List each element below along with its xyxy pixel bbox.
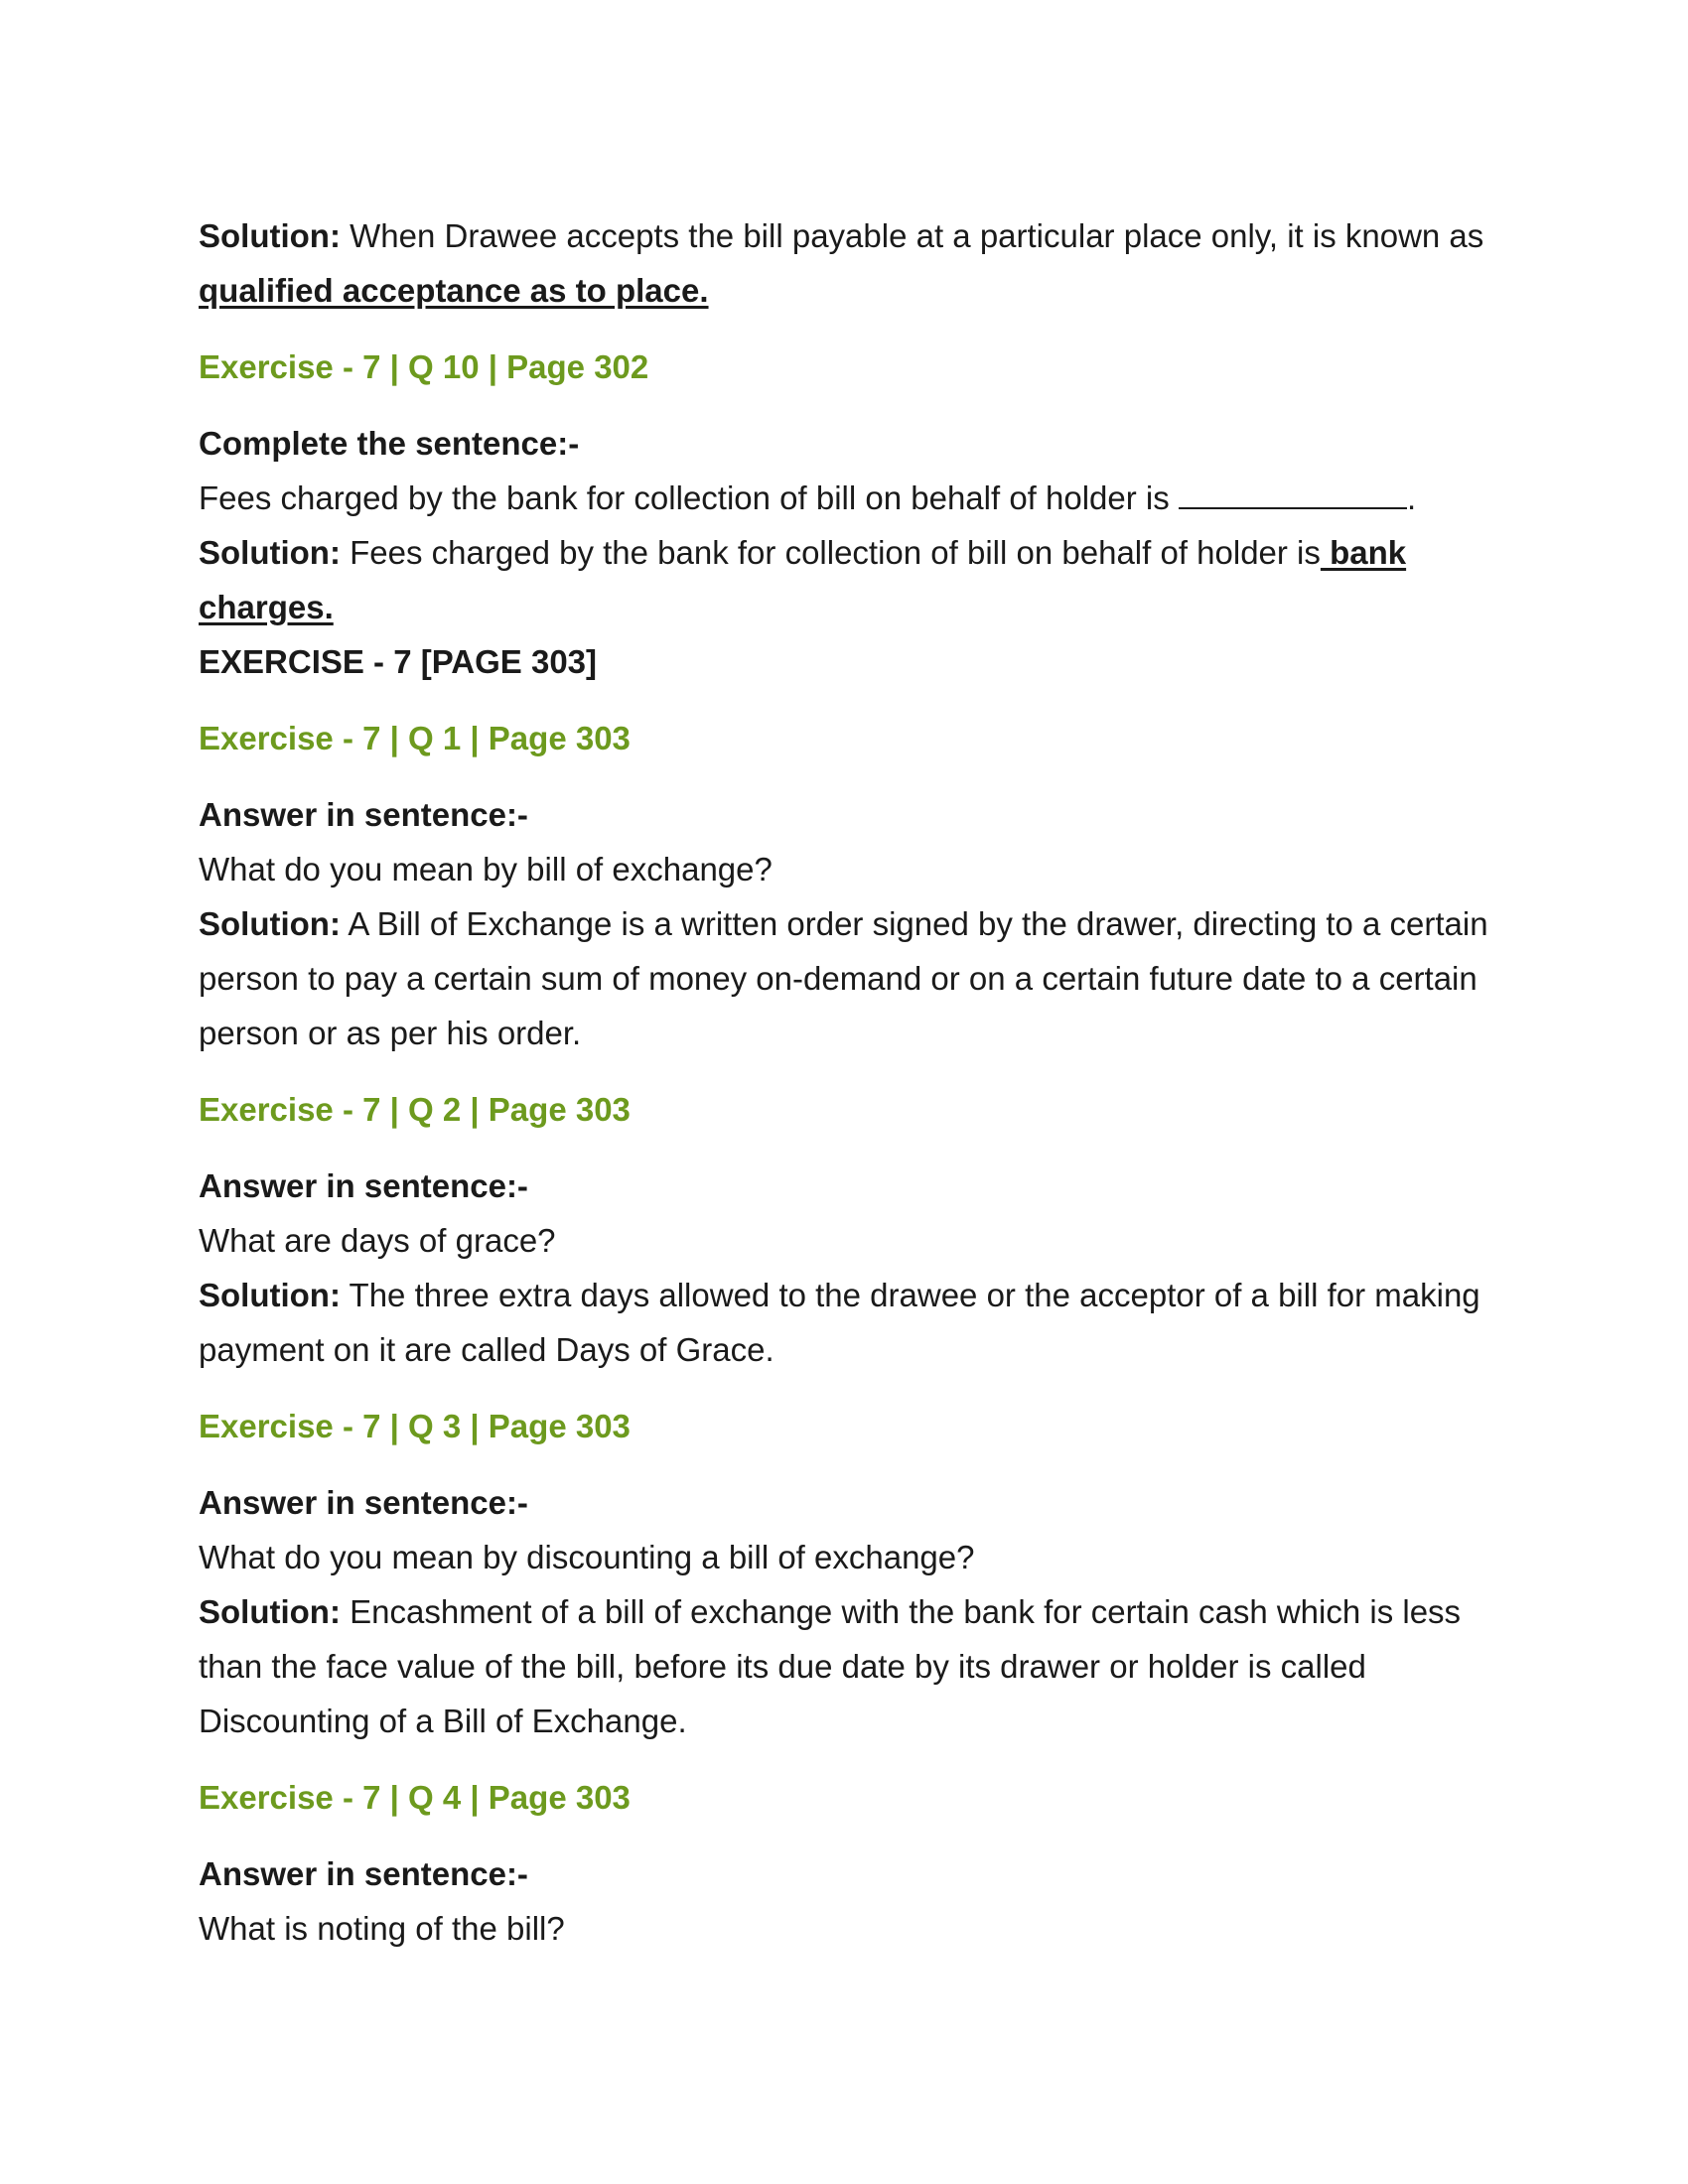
- solution-paragraph: [199, 208, 1489, 318]
- solution-label: Solution:: [199, 905, 341, 942]
- solution-paragraph: [199, 1584, 1489, 1748]
- solution-paragraph: [199, 1268, 1489, 1377]
- solution-text: Fees charged by the bank for collection of bill on behalf of holder is: [340, 534, 1321, 571]
- question-text-end: .: [1406, 479, 1417, 516]
- solution-label: Solution:: [199, 217, 341, 254]
- solution-text: When Drawee accepts the bill payable at a particular place only, it is known as: [340, 217, 1484, 254]
- question-instruction: Answer in sentence:-: [199, 1484, 528, 1521]
- question-instruction: Answer in sentence:-: [199, 1855, 528, 1892]
- solution-label: Solution:: [199, 1277, 341, 1313]
- solution-paragraph: [199, 896, 1489, 1060]
- fill-blank: [1179, 472, 1407, 509]
- exercise-link-q10[interactable]: Exercise - 7 | Q 10 | Page 302: [199, 348, 649, 385]
- question-text: What do you mean by discounting a bill of exchange?: [199, 1539, 975, 1575]
- question-instruction: Answer in sentence:-: [199, 1167, 528, 1204]
- exercise-link-q3[interactable]: Exercise - 7 | Q 3 | Page 303: [199, 1408, 631, 1444]
- question-text: [199, 471, 1489, 525]
- question-instruction: Answer in sentence:-: [199, 796, 528, 833]
- solution-answer: qualified acceptance as to place.: [199, 272, 709, 309]
- document-page: [199, 208, 1489, 1956]
- solution-answer: bank charges.: [199, 534, 1407, 625]
- solution-label: Solution:: [199, 534, 341, 571]
- solution-text: A Bill of Exchange is a written order signed by the drawer, directing to a certain person to pay a certain sum of money on-demand or on a certain future date to a certain person or as per his order.: [199, 905, 1488, 1051]
- solution-text: The three extra days allowed to the drawee or the acceptor of a bill for making payment on it are called Days of Grace.: [199, 1277, 1480, 1368]
- question-instruction: Complete the sentence:-: [199, 425, 580, 462]
- question-text: What are days of grace?: [199, 1222, 556, 1259]
- exercise-link-q2[interactable]: Exercise - 7 | Q 2 | Page 303: [199, 1091, 631, 1128]
- question-text: What is noting of the bill?: [199, 1910, 565, 1947]
- question-text-part: Fees charged by the bank for collection of bill on behalf of holder is: [199, 479, 1179, 516]
- exercise-link-q1[interactable]: Exercise - 7 | Q 1 | Page 303: [199, 720, 631, 756]
- section-title: EXERCISE - 7 [PAGE 303]: [199, 643, 598, 680]
- question-text: What do you mean by bill of exchange?: [199, 851, 773, 887]
- solution-paragraph: [199, 525, 1489, 634]
- solution-label: Solution:: [199, 1593, 341, 1630]
- exercise-link-q4[interactable]: Exercise - 7 | Q 4 | Page 303: [199, 1779, 631, 1816]
- solution-text: Encashment of a bill of exchange with the bank for certain cash which is less than the face value of the bill, before its due date by its drawer or holder is called Discounting of a Bill of Exchange.: [199, 1593, 1462, 1739]
